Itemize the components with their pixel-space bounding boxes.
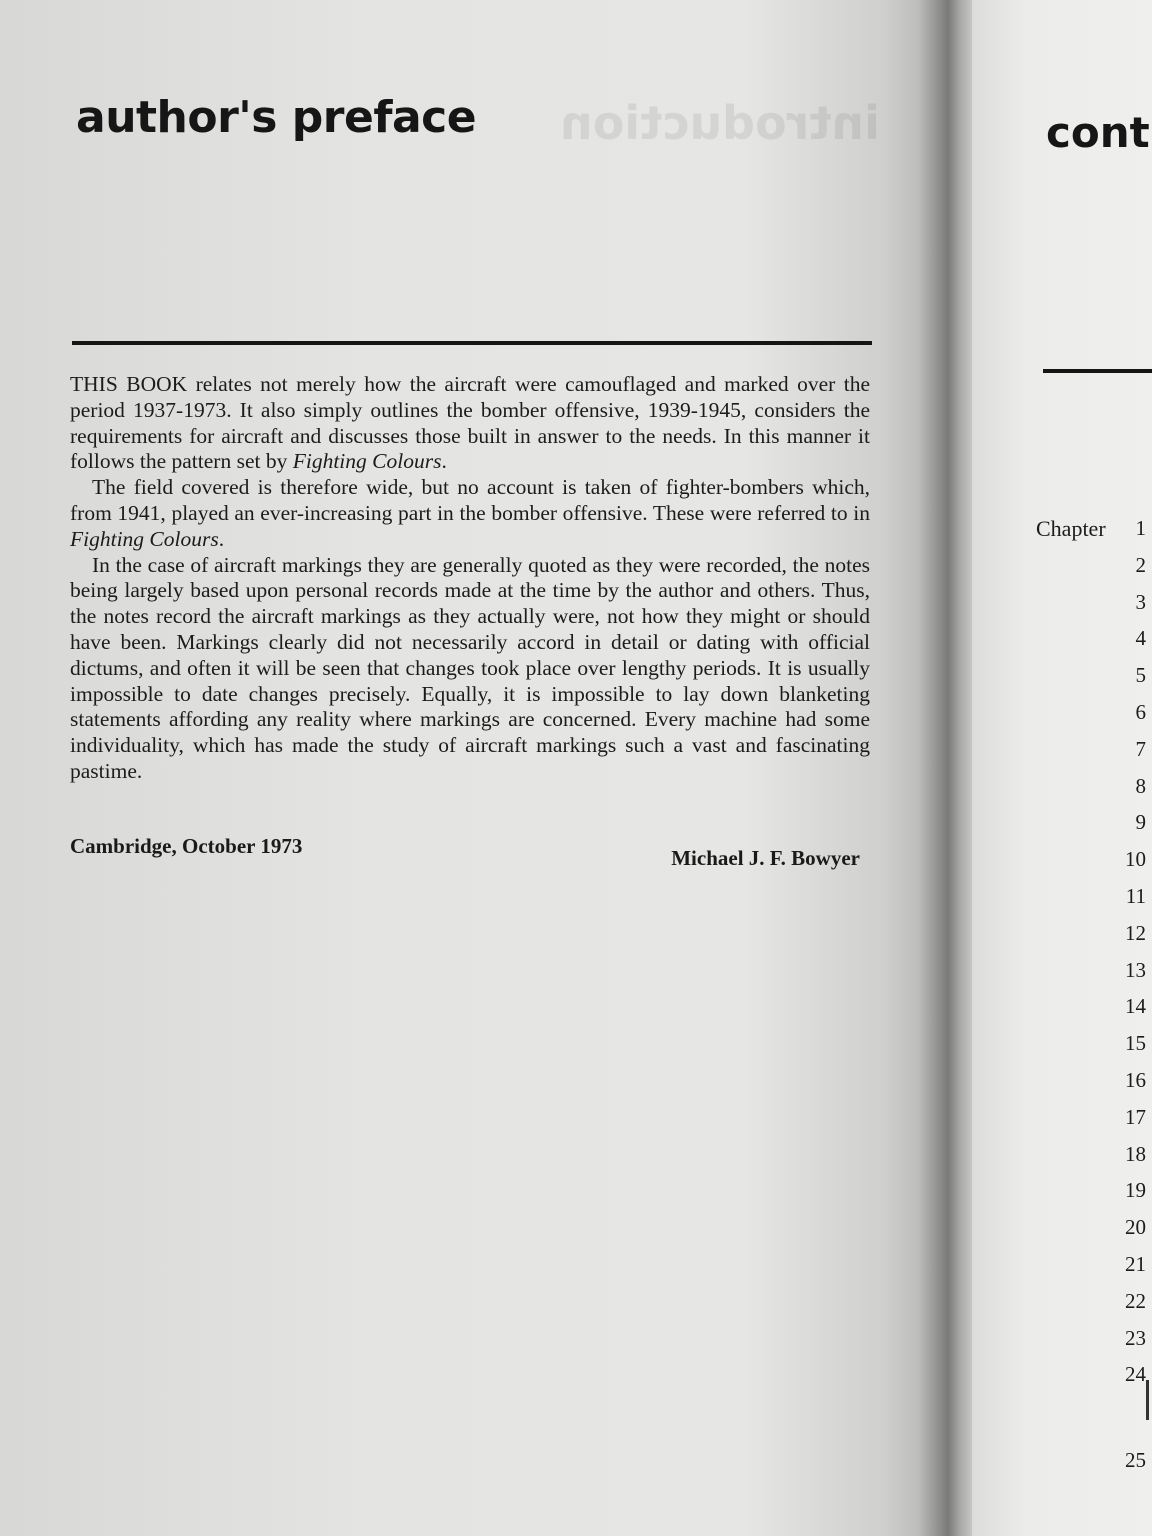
show-through-heading: introduction [560, 96, 880, 150]
preface-body [70, 372, 870, 785]
chapter-number: 18 [1125, 1141, 1146, 1166]
paragraph: THIS BOOK relates not merely how the aircraft were camouflaged and marked over the period 1937-1973. It also simply outlines the bomber offensive, 1939-1945, considers the requirements for aircraft and discusses those built in answer to the needs. In this manner it follows the pattern set by Fighting Colours. [70, 372, 870, 474]
chapter-number: 9 [1135, 810, 1146, 835]
chapter-number: 12 [1125, 920, 1146, 945]
chapter-number: 14 [1125, 994, 1146, 1019]
chapter-number: 22 [1125, 1288, 1146, 1313]
chapter-number: 21 [1125, 1252, 1146, 1276]
chapter-number: 16 [1125, 1068, 1146, 1092]
chapter-number: 3 [1135, 589, 1146, 614]
chapter-number: 23 [1125, 1325, 1146, 1350]
chapter-number: 6 [1135, 700, 1146, 724]
chapter-number: 15 [1125, 1031, 1146, 1056]
chapter-number: 4 [1135, 626, 1146, 651]
author-name: Michael J. F. Bowyer [671, 846, 860, 870]
chapter-number: 25 [1125, 1448, 1146, 1473]
chapter-number: 13 [1125, 957, 1146, 982]
paragraph: The field covered is therefore wide, but no account is taken of fighter-bombers which, from 1941, played an ever-increasing part in the bomber offensive. These were referred to in Fighting Colours. [70, 475, 870, 551]
book-gutter [918, 0, 978, 1536]
title-rule [72, 341, 872, 345]
chapter-number: 10 [1125, 847, 1146, 872]
chapter-number: 5 [1135, 663, 1146, 688]
chapter-number: 8 [1135, 773, 1146, 798]
chapter-number: 17 [1125, 1104, 1146, 1129]
chapter-number: 1 [1135, 516, 1146, 540]
chapter-number: 19 [1125, 1178, 1146, 1203]
page-edge-mark [1146, 1380, 1149, 1420]
chapter-label: Chapter [1036, 516, 1106, 541]
paragraph: In the case of aircraft markings they are generally quoted as they were recorded, the notes being largely based upon personal records made at the time by the author and others. Thus, the notes record the aircraft markings as they actually were, not how they might or should have been. Markings clearly did not necessarily accord in detail or dating with official dictums, and often it will be seen that changes took place over lengthy periods. It is usually impossible to date changes precisely. Equally, it is impossible to lay down blanketing statements affording any reality where markings are concerned. Every machine had some individuality, which has made the study of aircraft markings such a vast and fascinating pastime. [70, 552, 870, 783]
chapter-number: 7 [1135, 736, 1146, 761]
contents-title: cont [1046, 108, 1150, 157]
chapter-number: 20 [1125, 1215, 1146, 1240]
chapter-number: 24 [1125, 1362, 1146, 1387]
place-date: Cambridge, October 1973 [70, 834, 303, 858]
chapter-number: 2 [1135, 552, 1146, 577]
contents-rule [1043, 369, 1152, 373]
chapter-number: 11 [1125, 884, 1146, 908]
page-title: author's preface [76, 92, 477, 143]
